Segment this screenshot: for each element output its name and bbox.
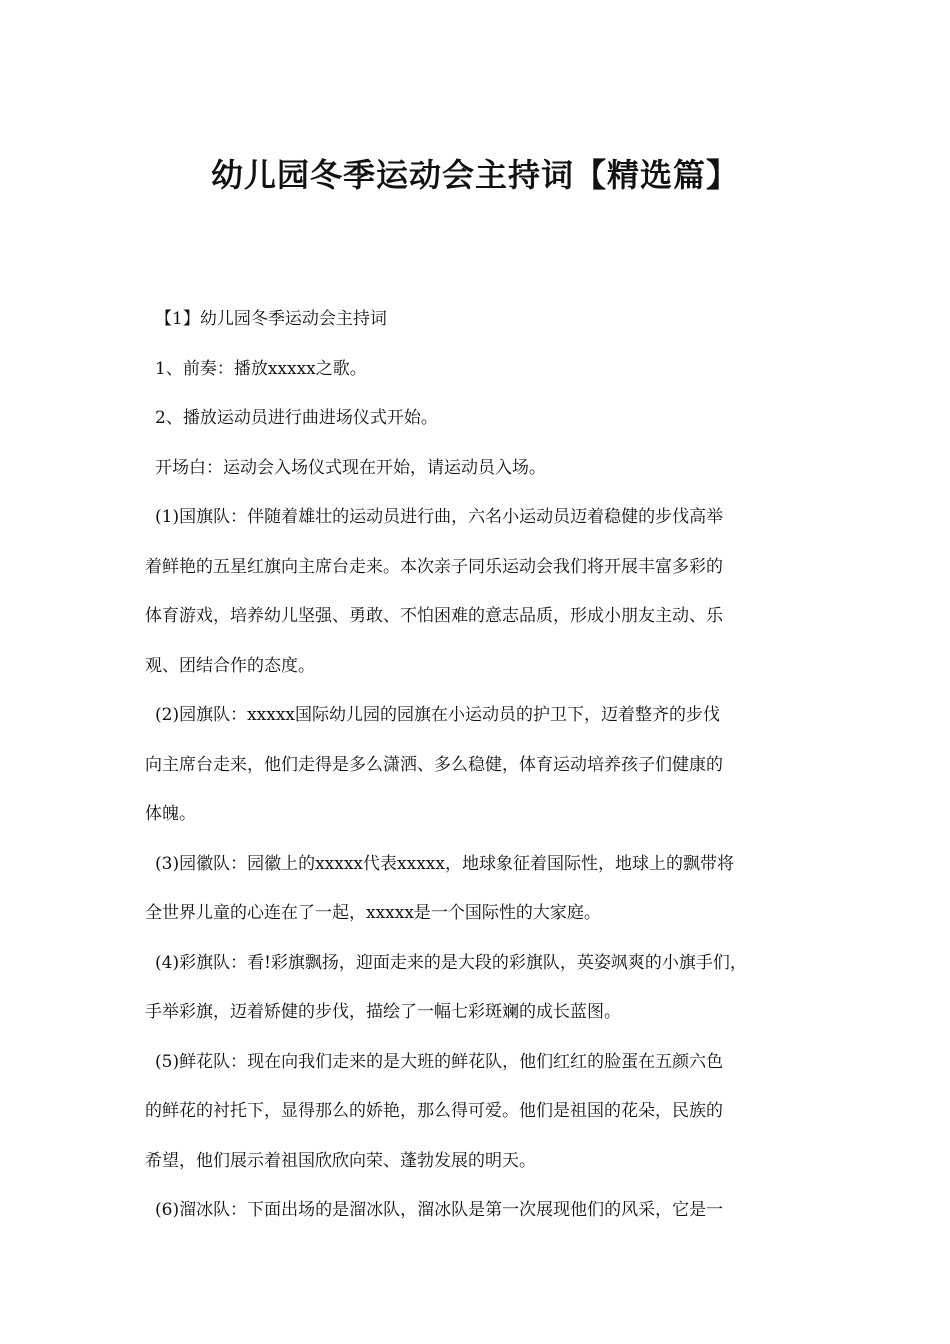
document-line: 观、团结合作的态度。 bbox=[145, 655, 315, 676]
document-line: 体育游戏，培养幼儿坚强、勇敢、不怕困难的意志品质，形成小朋友主动、乐 bbox=[145, 606, 723, 626]
document-line: (5)鲜花队：现在向我们走来的是大班的鲜花队，他们红红的脸蛋在五颜六色 bbox=[155, 1051, 724, 1072]
document-line: 着鲜艳的五星红旗向主席台走来。本次亲子同乐运动会我们将开展丰富多彩的 bbox=[145, 556, 723, 577]
document-line: (2)园旗队：xxxxx国际幼儿园的园旗在小运动员的护卫下，迈着整齐的步伐 bbox=[155, 705, 721, 725]
document-line: (4)彩旗队：看!彩旗飘扬，迎面走来的是大段的彩旗队，英姿飒爽的小旗手们， bbox=[155, 952, 747, 973]
document-line: (6)溜冰队：下面出场的是溜冰队，溜冰队是第一次展现他们的风采，它是一 bbox=[155, 1200, 724, 1220]
document-line: 的鲜花的衬托下，显得那么的娇艳，那么得可爱。他们是祖国的花朵，民族的 bbox=[145, 1101, 723, 1121]
document-line: 全世界儿童的心连在了一起，xxxxx是一个国际性的大家庭。 bbox=[145, 903, 601, 923]
document-body bbox=[145, 295, 821, 1236]
document-line: 【1】幼儿园冬季运动会主持词 bbox=[155, 309, 387, 329]
document-line: 体魄。 bbox=[145, 804, 196, 824]
document-line: 1、前奏：播放xxxxx之歌。 bbox=[155, 358, 367, 379]
document-line: 向主席台走来，他们走得是多么潇洒、多么稳健，体育运动培养孩子们健康的 bbox=[145, 754, 723, 775]
document-line: 希望，他们展示着祖国欣欣向荣、蓬勃发展的明天。 bbox=[145, 1150, 536, 1171]
document-line: 2、播放运动员进行曲进场仪式开始。 bbox=[155, 408, 438, 428]
document-line: 开场白：运动会入场仪式现在开始，请运动员入场。 bbox=[155, 457, 546, 478]
document-line: 手举彩旗，迈着矫健的步伐，描绘了一幅七彩斑斓的成长蓝图。 bbox=[145, 1002, 621, 1022]
document-line: (1)国旗队：伴随着雄壮的运动员进行曲，六名小运动员迈着稳健的步伐高举 bbox=[155, 507, 724, 527]
document-title: 幼儿园冬季运动会主持词【精选篇】 bbox=[210, 156, 739, 195]
document-line: (3)园徽队：园徽上的xxxxx代表xxxxx，地球象征着国际性，地球上的飘带将 bbox=[155, 853, 734, 874]
